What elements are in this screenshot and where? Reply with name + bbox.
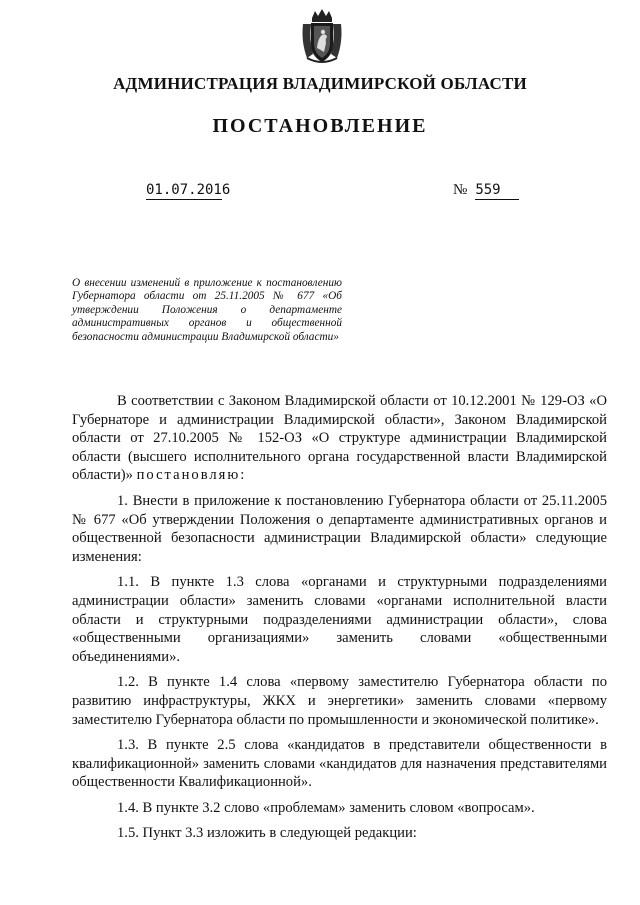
clause-1-2: 1.2. В пункте 1.4 слова «первому заместителю Губернатора области по развитию инфраструктуры, ЖКХ и энергетики» заменить словами «первому заместителю Губернатора области по промышленности и экономической политике». <box>72 674 607 728</box>
preamble-text: В соответствии с Законом Владимирской области от 10.12.2001 № 129-ОЗ «О Губернаторе и администрации Владимирской области», Законом Владимирской области от 27.10.2005 № 152-ОЗ «О структуре администрации Владимирской области (высшего исполнительного органа государственной власти Владимирской области)» <box>72 393 607 484</box>
document-type-title: ПОСТАНОВЛЕНИЕ <box>212 115 428 137</box>
document-number: 559 <box>475 182 519 200</box>
clause-1-3: 1.3. В пункте 2.5 слова «кандидатов в представители общественности в квалификационной» заменить словами «кандидатов для назначения представителями общественности Квалификационной». <box>72 737 607 791</box>
preamble-paragraph <box>72 392 607 485</box>
clause-1-1: 1.1. В пункте 1.3 слова «органами и структурными подразделениями администрации области» заменить словами «органами исполнительной власти области и структурными подразделениями администрации области», слова «общественными организациями» заменить словами «общественными объединениями». <box>72 574 607 665</box>
document-subject: О внесении изменений в приложение к постановлению Губернатора области от 25.11.2005 № 677 «Об утверждении Положения о департаменте административных органов и общественной безопасности администрации Владимирской области» <box>72 277 342 343</box>
coat-of-arms-icon <box>299 8 345 64</box>
number-sign: № <box>453 182 468 198</box>
clause-1-5: 1.5. Пункт 3.3 изложить в следующей редакции: <box>117 825 417 842</box>
document-body <box>72 392 607 850</box>
clause-1: 1. Внести в приложение к постановлению Губернатора области от 25.11.2005 № 677 «Об утверждении Положения о департаменте административных органов и общественной безопасности администрации Владимирской области» следующие изменения: <box>72 492 607 565</box>
document-number-block <box>453 182 519 200</box>
organization-name: АДМИНИСТРАЦИЯ ВЛАДИМИРСКОЙ ОБЛАСТИ <box>113 74 527 93</box>
decree-word: постановляю: <box>136 467 247 484</box>
clause-1-4: 1.4. В пункте 3.2 слово «проблемам» заменить словом «вопросам». <box>117 799 535 816</box>
document-date: 01.07.2016 <box>146 182 231 198</box>
